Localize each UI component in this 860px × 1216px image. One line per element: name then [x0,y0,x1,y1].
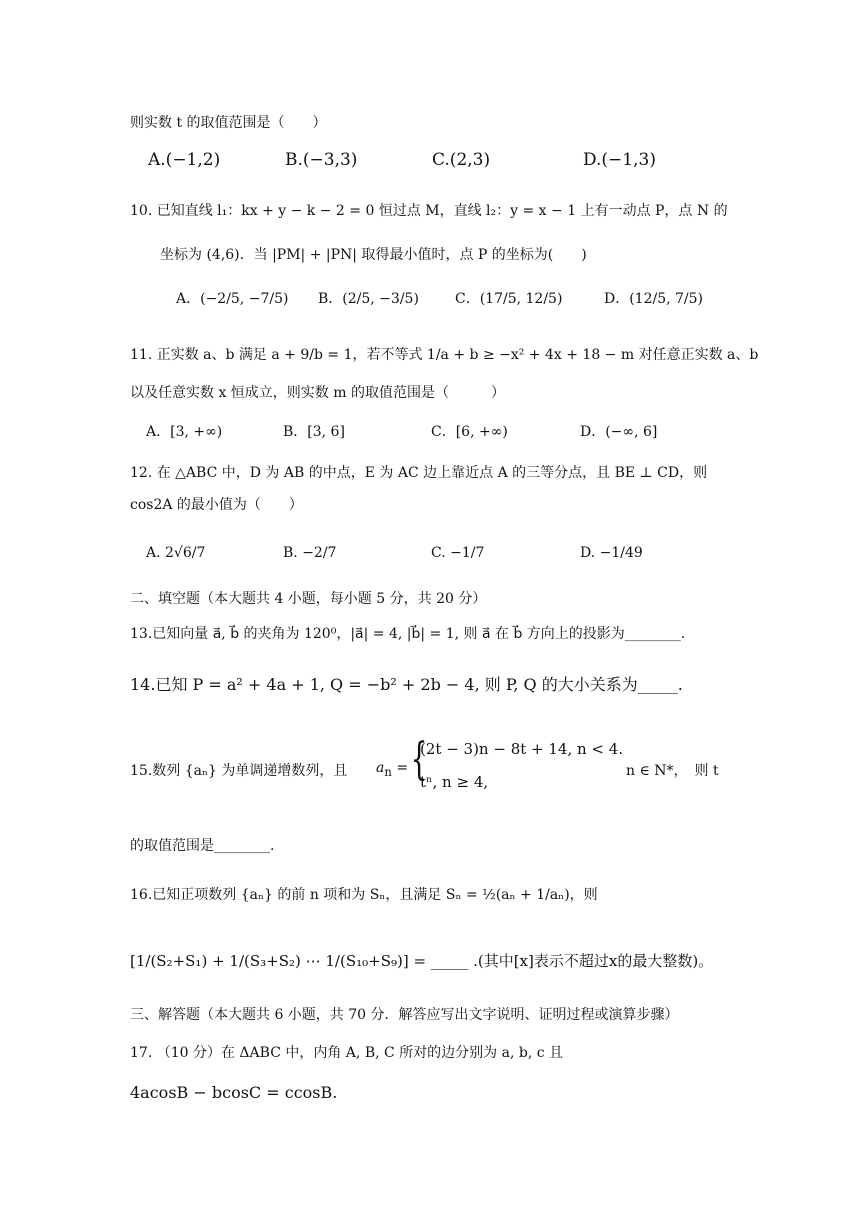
q9-option-d: D.(−1,3) [583,150,656,170]
q12-line1: 12. 在 △ABC 中，D 为 AB 的中点，E 为 AC 边上靠近点 A 的三等分点，且 BE ⊥ CD，则 [130,465,708,481]
q16-line2: [1/(S₂+S₁) + 1/(S₃+S₂) ⋯ 1/(S₁₀+S₉)] = _____ .(其中[x]表示不超过x的最大整数)。 [130,952,714,970]
q15-prefix: 15.数列 {aₙ} 为单调递增数列，且 [130,763,348,779]
section3-heading: 三、解答题（本大题共 6 小题，共 70 分．解答应写出文字说明、证明过程或演算步骤） [130,1007,679,1023]
q17-line1: 17. （10 分）在 ΔABC 中，内角 A, B, C 所对的边分别为 a, b, c 且 [130,1045,564,1061]
q12-option-c: C. −1/7 [431,545,485,561]
q10-option-b: B．(2/5, −3/5) [318,291,419,307]
q9-option-a: A.(−1,2) [148,150,221,170]
q17-line2: 4acosB − bcosC = ccosB. [130,1083,338,1102]
q9-option-b: B.(−3,3) [285,150,358,170]
q13-text: 13.已知向量 a⃗, b⃗ 的夹角为 120⁰，|a⃗| = 4, |b⃗| = 1, 则 a⃗ 在 b⃗ 方向上的投影为________. [130,626,686,642]
q10-option-a: A．(−2/5, −7/5) [176,291,289,307]
q14-text: 14.已知 P = a² + 4a + 1, Q = −b² + 2b − 4, 则 P, Q 的大小关系为_____. [130,675,683,694]
q11-line2: 以及任意实数 x 恒成立，则实数 m 的取值范围是（ ） [130,385,505,401]
q12-option-d: D. −1/49 [580,545,643,561]
q15-suffix: n ∈ N*， 则 t [626,763,719,779]
q15-formula-lhs: $a_n$ = [376,760,409,779]
q15-line2: 的取值范围是________. [130,838,275,854]
q10-option-c: C．(17/5, 12/5) [455,291,563,307]
q15-case2: tⁿ, n ≥ 4, [420,773,489,791]
q12-option-a: A. 2√6/7 [146,545,206,561]
q9-stem: 则实数 t 的取值范围是（ ） [130,115,327,131]
q15-brace: { [410,734,428,785]
q16-line1: 16.已知正项数列 {aₙ} 的前 n 项和为 Sₙ，且满足 Sₙ = ½(aₙ + 1/aₙ)，则 [130,887,598,903]
section2-heading: 二、填空题（本大题共 4 小题，每小题 5 分，共 20 分） [130,591,487,607]
q9-option-c: C.(2,3) [432,150,491,170]
q11-line1: 11. 正实数 a、b 满足 a + 9/b = 1，若不等式 1/a + b ≥ −x² + 4x + 18 − m 对任意正实数 a、b [130,347,759,363]
q10-line2: 坐标为 (4,6)．当 |PM| + |PN| 取得最小值时，点 P 的坐标为( ) [160,247,587,263]
q10-option-d: D．(12/5, 7/5) [604,291,704,307]
q12-option-b: B. −2/7 [283,545,337,561]
q10-line1: 10. 已知直线 l₁：kx + y − k − 2 = 0 恒过点 M，直线 l₂：y = x − 1 上有一动点 P，点 N 的 [130,203,728,219]
q11-option-b: B．[3, 6] [283,424,345,440]
q11-option-a: A．[3, +∞) [146,424,223,440]
q15-case1: (2t − 3)n − 8t + 14, n < 4. [420,740,624,758]
q11-option-c: C．[6, +∞) [431,424,508,440]
q11-option-d: D．(−∞, 6] [580,424,658,440]
q12-line2: cos2A 的最小值为（ ） [130,497,303,513]
